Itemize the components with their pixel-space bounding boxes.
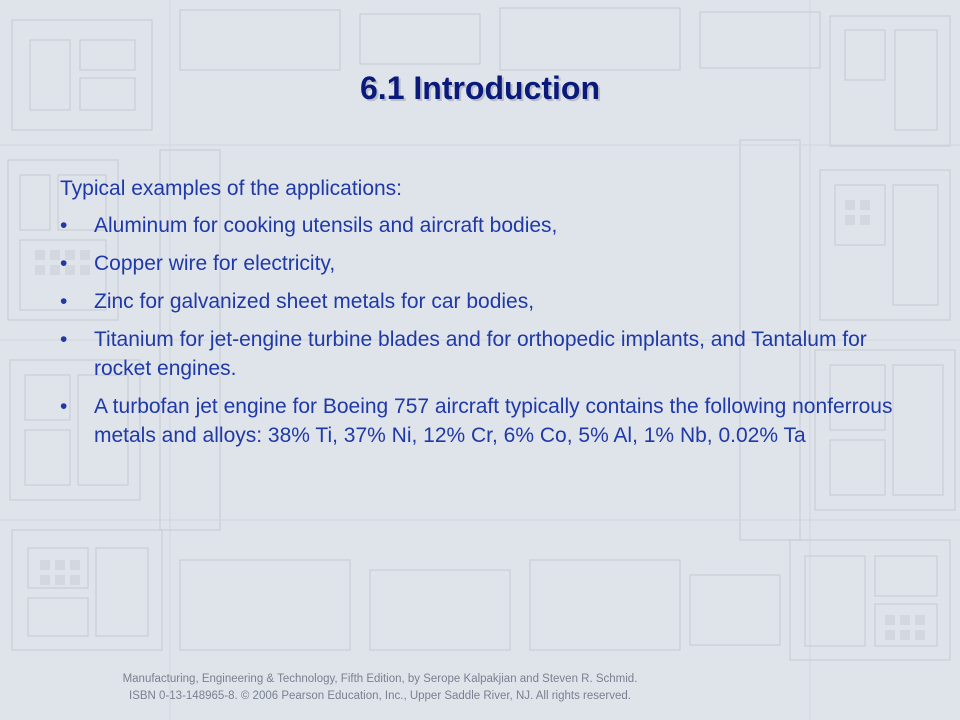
list-item: [60, 392, 920, 450]
list-item-text: Zinc for galvanized sheet metals for car bodies,: [94, 290, 535, 313]
intro-text: Typical examples of the applications:: [60, 177, 403, 200]
bullet-icon: •: [60, 290, 68, 313]
bullet-icon: •: [60, 252, 68, 275]
list-item-text: Aluminum for cooking utensils and aircraft bodies,: [94, 214, 558, 237]
footer-line-2: ISBN 0-13-148965-8. © 2006 Pearson Education, Inc., Upper Saddle River, NJ. All rights reserved.: [129, 690, 631, 702]
bullet-icon: •: [60, 214, 68, 237]
slide-title: 6.1 Introduction: [360, 70, 600, 106]
bullet-list: [60, 211, 920, 450]
bullet-icon: •: [60, 328, 68, 351]
copyright-footer: [0, 671, 760, 705]
list-item-text: Titanium for jet-engine turbine blades and for orthopedic implants, and Tantalum for rocket engines.: [94, 328, 867, 380]
footer-line-1: Manufacturing, Engineering & Technology, Fifth Edition, by Serope Kalpakjian and Steven R. Schmid.: [122, 673, 638, 685]
list-item: [60, 249, 920, 278]
list-item: [60, 211, 920, 240]
bullet-icon: •: [60, 395, 68, 418]
slide-body: [60, 174, 920, 459]
list-item: [60, 325, 920, 383]
list-item-text: Copper wire for electricity,: [94, 252, 336, 275]
list-item: [60, 287, 920, 316]
list-item-text: A turbofan jet engine for Boeing 757 aircraft typically contains the following nonferrous metals and alloys: 38% Ti, 37% Ni, 12% Cr, 6% Co, 5% Al, 1% Nb, 0.02% Ta: [94, 395, 893, 447]
